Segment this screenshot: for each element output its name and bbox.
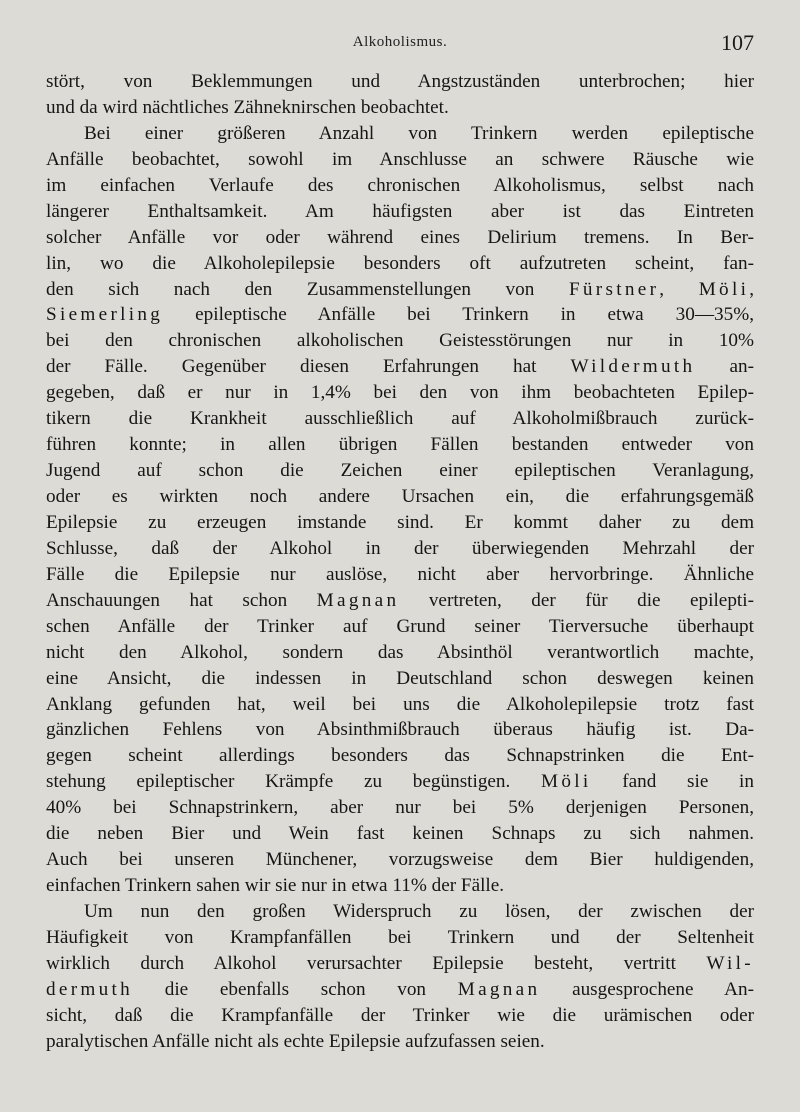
text-run: die ebenfalls schon von — [133, 978, 458, 1000]
spaced-name: Möli — [698, 278, 750, 300]
text-run: 40% bei Schnapstrinkern, aber nur bei 5% derjenigen Personen, — [46, 797, 754, 819]
spaced-name: Siemerling — [46, 304, 164, 326]
text-run: gegeben, daß er nur in 1,4% bei den von ihm beobachteten Epilep- — [46, 382, 754, 404]
text-line — [46, 1003, 754, 1029]
text-line — [46, 173, 754, 199]
text-run: den sich nach den Zusammenstellungen von — [46, 278, 569, 300]
text-run: Fälle die Epilepsie nur auslöse, nicht aber hervorbringe. Ähnliche — [46, 563, 754, 585]
text-run: paralytischen Anfälle nicht als echte Epilepsie aufzufassen seien. — [46, 1030, 545, 1052]
text-line — [46, 925, 754, 951]
text-run: Anfälle beobachtet, sowohl im Anschlusse an schwere Räusche wie — [46, 148, 754, 170]
spaced-name: dermuth — [46, 978, 134, 1000]
text-run: bei den chronischen alkoholischen Geistesstörungen nur in 10% — [46, 330, 754, 352]
text-line — [46, 614, 754, 640]
text-line — [46, 380, 754, 406]
text-run: Auch bei unseren Münchener, vorzugsweise dem Bier huldigenden, — [46, 849, 754, 871]
text-line — [46, 1029, 754, 1055]
text-run: tikern die Krankheit ausschließlich auf Alkoholmißbrauch zurück- — [46, 408, 754, 430]
text-line — [46, 536, 754, 562]
text-run: Schlusse, daß der Alkohol in der überwiegenden Mehrzahl der — [46, 537, 754, 559]
text-line — [46, 873, 754, 899]
text-run: der Fälle. Gegenüber diesen Erfahrungen hat — [46, 356, 571, 378]
text-run: vertreten, der für die epilepti- — [399, 589, 754, 611]
text-run: einfachen Trinkern sahen wir sie nur in etwa 11% der Fälle. — [46, 875, 505, 897]
text-run: gänzlichen Fehlens von Absinthmißbrauch überaus häufig ist. Da- — [46, 719, 754, 741]
text-line — [46, 328, 754, 354]
text-line — [46, 795, 754, 821]
text-run: eine Ansicht, die indessen in Deutschland schon deswegen keinen — [46, 667, 754, 689]
text-run: , — [659, 278, 699, 300]
text-run: nicht den Alkohol, sondern das Absinthöl verantwortlich machte, — [46, 641, 754, 663]
text-line — [46, 199, 754, 225]
text-line — [46, 406, 754, 432]
text-line — [46, 666, 754, 692]
text-run: schen Anfälle der Trinker auf Grund seiner Tierversuche überhaupt — [46, 615, 754, 637]
text-run: die neben Bier und Wein fast keinen Schnaps zu sich nahmen. — [46, 823, 754, 845]
text-line — [46, 95, 754, 121]
text-line — [46, 277, 754, 303]
text-run: Häufigkeit von Krampfanfällen bei Trinkern und der Seltenheit — [46, 926, 754, 948]
text-line — [46, 225, 754, 251]
text-run: solcher Anfälle vor oder während eines Delirium tremens. In Ber- — [46, 226, 754, 248]
text-run: Bei einer größeren Anzahl von Trinkern werden epileptische — [84, 122, 754, 144]
text-run: Anschauungen hat schon — [46, 589, 317, 611]
spaced-name: Magnan — [457, 978, 541, 1000]
text-run: stehung epileptischer Krämpfe zu begünstigen. — [46, 771, 542, 793]
running-title: Alkoholismus. — [352, 34, 448, 50]
text-line — [46, 847, 754, 873]
text-run: fand sie in — [591, 771, 754, 793]
running-head — [46, 30, 754, 60]
text-run: gegen scheint allerdings besonders das Schnapstrinken die Ent- — [46, 745, 754, 767]
text-run: epileptische Anfälle bei Trinkern in etwa 30—35%, — [163, 304, 754, 326]
text-run: , — [749, 278, 755, 300]
text-line — [46, 251, 754, 277]
text-line — [46, 899, 754, 925]
text-line — [46, 432, 754, 458]
text-line — [46, 510, 754, 536]
text-run: oder es wirkten noch andere Ursachen ein, die erfahrungsgemäß — [46, 486, 754, 507]
text-run: führen konnte; in allen übrigen Fällen bestanden entweder von — [46, 434, 754, 456]
text-run: Um nun den großen Widerspruch zu lösen, der zwischen der — [84, 901, 754, 922]
text-line — [46, 640, 754, 666]
page-number: 107 — [721, 30, 754, 55]
text-run: wirklich durch Alkohol verursachter Epilepsie besteht, vertritt — [46, 952, 707, 974]
text-run: Jugend auf schon die Zeichen einer epileptischen Veranlagung, — [46, 460, 754, 482]
spaced-name: Magnan — [316, 589, 400, 611]
text-run: und da wird nächtliches Zähneknirschen beobachtet. — [46, 96, 449, 118]
text-line — [46, 458, 754, 484]
text-run: längerer Enthaltsamkeit. Am häufigsten aber ist das Eintreten — [46, 200, 754, 222]
text-run: ausgesprochene An- — [540, 978, 755, 1000]
body-text — [46, 69, 754, 1055]
text-run: im einfachen Verlaufe des chronischen Alkoholismus, selbst nach — [46, 174, 754, 196]
spaced-name: Möli — [541, 771, 592, 793]
text-line — [46, 354, 754, 380]
text-run: an- — [695, 356, 755, 378]
text-line — [46, 121, 754, 147]
text-line — [46, 821, 754, 847]
text-line — [46, 977, 754, 1003]
text-line — [46, 692, 754, 718]
text-line — [46, 743, 754, 769]
text-run: stört, von Beklemmungen und Angstzuständen unterbrochen; hier — [46, 71, 754, 92]
text-line — [46, 302, 754, 328]
text-line — [46, 717, 754, 743]
text-line — [46, 951, 754, 977]
spaced-name: Wildermuth — [570, 356, 696, 378]
text-run: lin, wo die Alkoholepilepsie besonders oft aufzutreten scheint, fan- — [46, 252, 754, 274]
spaced-name: Fürstner — [568, 278, 660, 300]
text-line — [46, 562, 754, 588]
text-run: Epilepsie zu erzeugen imstande sind. Er kommt daher zu dem — [46, 511, 754, 533]
text-line — [46, 484, 754, 510]
text-line — [46, 588, 754, 614]
spaced-name: Wil- — [706, 952, 754, 974]
text-line — [46, 69, 754, 95]
text-line — [46, 147, 754, 173]
text-run: Anklang gefunden hat, weil bei uns die Alkoholepilepsie trotz fast — [46, 693, 754, 715]
text-line — [46, 769, 754, 795]
text-run: sicht, daß die Krampfanfälle der Trinker wie die urämischen oder — [46, 1004, 754, 1026]
